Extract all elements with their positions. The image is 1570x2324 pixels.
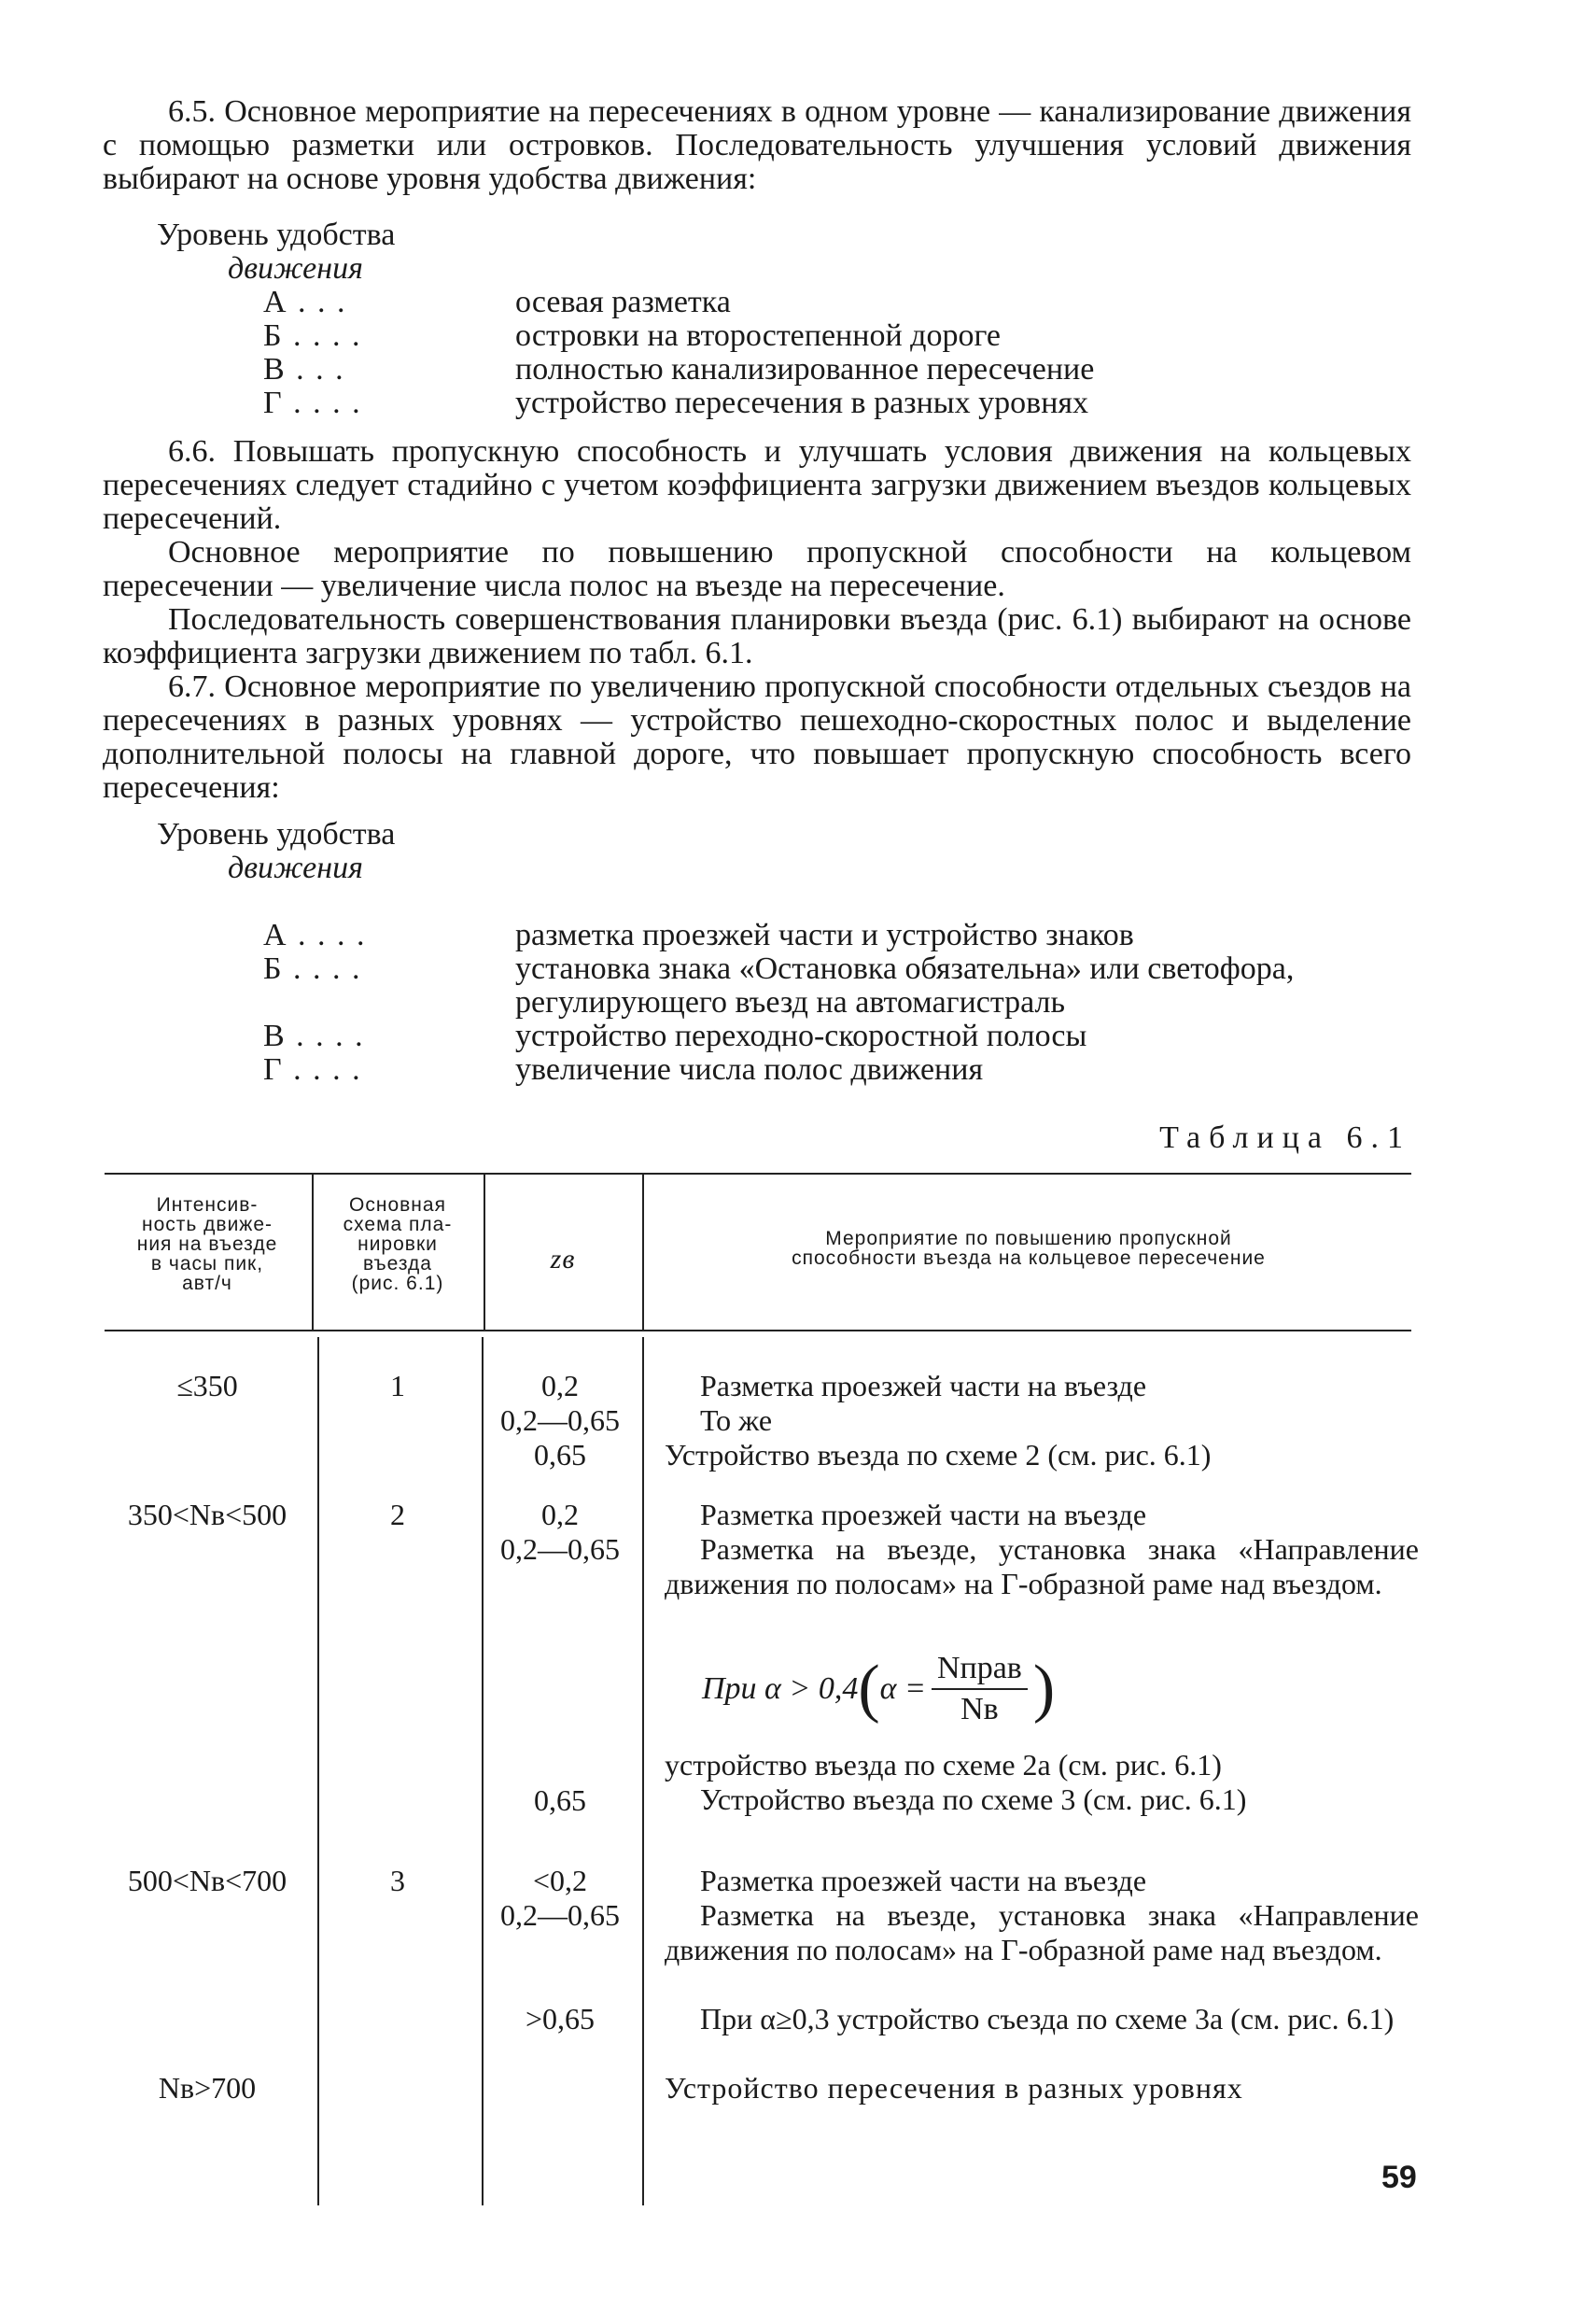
measure-line: устройство въезда по схеме 2а (см. рис. 6.1) <box>665 1748 1222 1782</box>
table-cell-intensity: ≤350 <box>176 1369 238 1402</box>
header-line: Мероприятие по повышению пропускной <box>825 1228 1232 1249</box>
table-cell-scheme: 1 <box>390 1369 405 1402</box>
level-item <box>263 1020 1411 1053</box>
header-line: авт/ч <box>182 1273 232 1294</box>
level-key: Г . . . . <box>263 1052 362 1087</box>
header-line: ность движе- <box>141 1214 273 1235</box>
paragraph-6-6: 6.6. Повышать пропускную способность и улучшать условия движения на кольцевых пересечениях следует стадийно с учетом коэффициента загрузки движением въездов кольцевых пересечений. <box>103 434 1411 536</box>
table-cell-zv: >0,65 <box>525 2002 596 2035</box>
paragraph-6-6-b: Основное мероприятие по повышению пропускной способности на кольцевом пересечении — увеличение числа полос на въезде на пересечение. <box>103 535 1411 603</box>
table-divider <box>317 1337 319 2205</box>
zv-value: 0,2—0,65 <box>500 1532 620 1566</box>
level-key: Г . . . . <box>263 386 362 420</box>
level-item <box>263 1053 1411 1087</box>
table-header-rule <box>105 1330 1411 1331</box>
table-cell-measure <box>665 1748 1419 1817</box>
level-item <box>263 919 1411 952</box>
levels-header-line1: Уровень удобства <box>157 817 396 852</box>
zv-value: 0,2 <box>541 1369 579 1402</box>
level-key: В . . . . <box>263 1019 365 1053</box>
measure-line: Устройство въезда по схеме 2 (см. рис. 6.1) <box>665 1438 1212 1472</box>
level-key: Б . . . . <box>263 318 362 353</box>
zv-value: 0,2—0,65 <box>500 1403 620 1437</box>
zv-value: 0,2—0,65 <box>500 1898 620 1932</box>
levels-header-line1: Уровень удобства <box>157 218 396 252</box>
measure-line: То же <box>700 1403 773 1437</box>
zv-value: <0,2 <box>532 1864 588 1897</box>
table-header-intensity <box>105 1195 310 1293</box>
table-cell-measure <box>665 1369 1419 1472</box>
formula-fraction <box>932 1651 1028 1727</box>
levels-list-1 <box>263 286 1411 420</box>
level-key: А . . . . <box>263 918 367 952</box>
table-cell-scheme: 3 <box>390 1864 405 1897</box>
table-cell-measure: При α≥0,3 устройство съезда по схеме 3а (см. рис. 6.1) <box>700 2002 1395 2035</box>
formula-numerator: Nправ <box>932 1651 1028 1690</box>
table-header-scheme <box>315 1195 480 1293</box>
header-line: в часы пик, <box>150 1253 264 1275</box>
table-divider <box>642 1173 644 1330</box>
level-item <box>263 319 1411 353</box>
table-header-measure <box>646 1229 1411 1268</box>
page-number: 59 <box>1381 2160 1417 2195</box>
paren-right: ) <box>1032 1653 1056 1725</box>
table-header-zv: zв <box>550 1244 576 1275</box>
table-caption: Таблица 6.1 <box>1159 1120 1411 1155</box>
header-line: способности въезда на кольцевое пересечение <box>792 1247 1266 1269</box>
measure-line: Устройство въезда по схеме 3 (см. рис. 6.1) <box>700 1782 1247 1816</box>
paragraph-6-7: 6.7. Основное мероприятие по увеличению пропускной способности отдельных съездов на пересечениях в разных уровнях — устройство пешеходно-скоростных полос и выделение дополнительной полосы на главной дороге, что повышает пропускную способность всего пересечения: <box>103 669 1411 805</box>
levels-header-2 <box>157 818 395 885</box>
level-item <box>263 387 1411 420</box>
header-line: (рис. 6.1) <box>351 1273 444 1294</box>
measure-line: Разметка проезжей части на въезде <box>700 1864 1147 1897</box>
level-value: полностью канализированное пересечение <box>515 352 1095 387</box>
header-line: въезда <box>363 1253 432 1275</box>
level-value: устройство пересечения в разных уровнях <box>515 386 1089 420</box>
formula-denominator: Nв <box>960 1692 999 1726</box>
formula-alpha <box>702 1651 1055 1727</box>
level-value: островки на второстепенной дороге <box>515 318 1002 353</box>
level-value: установка знака «Остановка обязательна» или светофора, регулирующего въезд на автомагистраль <box>515 951 1295 1020</box>
level-value: осевая разметка <box>515 285 731 319</box>
level-item <box>263 353 1411 387</box>
table-cell-scheme: 2 <box>390 1498 405 1531</box>
zv-value: 0,65 <box>534 1438 586 1472</box>
level-key: В . . . <box>263 352 345 387</box>
measure-line: Разметка проезжей части на въезде <box>700 1498 1147 1531</box>
table-cell-zv <box>485 1369 635 1472</box>
measure-line: Разметка проезжей части на въезде <box>700 1369 1147 1402</box>
paragraph-6-6-c: Последовательность совершенствования планировки въезда (рис. 6.1) выбирают на основе коэффициента загрузки движением по табл. 6.1. <box>103 602 1411 670</box>
header-line: Основная <box>349 1194 446 1216</box>
table-cell-zv <box>485 1498 635 1567</box>
levels-header-line2: движения <box>228 251 363 286</box>
levels-list-2 <box>263 919 1411 1087</box>
table-divider <box>482 1337 484 2205</box>
table-cell-measure <box>665 1864 1419 1967</box>
levels-header-1 <box>157 218 395 286</box>
table-cell-measure: Устройство пересечения в разных уровнях <box>665 2071 1243 2105</box>
level-item <box>263 952 1411 1020</box>
table-divider <box>642 1337 644 2205</box>
header-line: ния на въезде <box>136 1233 278 1255</box>
table-divider <box>312 1173 314 1330</box>
zv-value: 0,2 <box>541 1498 579 1531</box>
formula-prefix: При α > 0,4 <box>702 1671 859 1706</box>
level-value: разметка проезжей части и устройство знаков <box>515 918 1134 952</box>
table-cell-intensity: 500<Nв<700 <box>127 1864 287 1897</box>
table-cell-intensity: Nв>700 <box>158 2071 257 2105</box>
header-line: нировки <box>357 1233 438 1255</box>
header-line: Интенсив- <box>156 1194 259 1216</box>
level-value: устройство переходно-скоростной полосы <box>515 1019 1087 1053</box>
table-cell-measure <box>665 1498 1419 1601</box>
header-line: схема пла- <box>343 1214 453 1235</box>
formula-alpha-eq: α = <box>879 1671 926 1706</box>
level-item <box>263 286 1411 319</box>
levels-header-line2: движения <box>228 851 363 885</box>
measure-line: Разметка на въезде, установка знака «Направление движения по полосам» на Г-образной раме над въездом. <box>665 1898 1419 1966</box>
paragraph-6-5: 6.5. Основное мероприятие на пересечениях в одном уровне — канализирование движения с помощью разметки или островков. Последовательность улучшения условий движения выбирают на основе уровня удобства движения: <box>103 94 1411 196</box>
paren-left: ( <box>858 1653 880 1725</box>
table-cell-intensity: 350<Nв<500 <box>127 1498 287 1531</box>
level-value: увеличение числа полос движения <box>515 1052 984 1087</box>
measure-line: Разметка на въезде, установка знака «Направление движения по полосам» на Г-образной раме над въездом. <box>665 1532 1419 1600</box>
table-cell-zv: 0,65 <box>534 1783 586 1817</box>
table-cell-zv <box>485 1864 635 1933</box>
level-key: Б . . . . <box>263 951 362 986</box>
table-top-rule <box>105 1173 1411 1175</box>
level-key: А . . . <box>263 285 347 319</box>
